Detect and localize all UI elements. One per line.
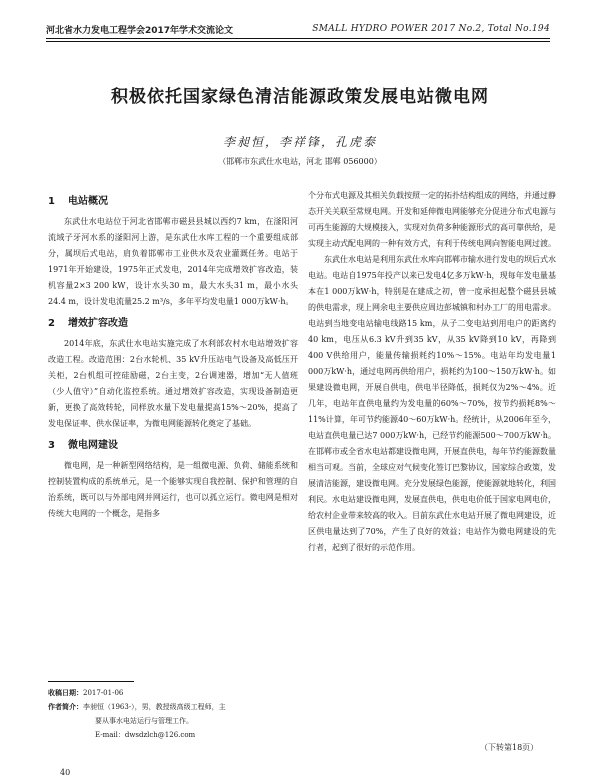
author-email	[48, 728, 298, 742]
author-affiliation: （邯郸市东武仕水电站，河北 邯郸 056000）	[218, 157, 382, 166]
section-number: 3	[48, 440, 55, 451]
left-column	[48, 188, 298, 522]
header-rule-thin	[46, 41, 550, 42]
paper-title: 积极依托国家绿色清洁能源政策发展电站微电网	[111, 87, 489, 107]
email-label: E-mail：	[95, 731, 125, 739]
section-title: 微电网建设	[68, 440, 118, 451]
author-bio-label: 作者简介：	[48, 703, 83, 711]
continued-note: （下转第18页）	[480, 743, 539, 752]
section-heading-2	[48, 314, 298, 334]
right-column	[308, 188, 556, 556]
header-journal-cn: 河北省水力发电工程学会2017年学术交流论文	[46, 25, 234, 36]
body-paragraph: 2014年底，东武仕水电站实施完成了水利部农村水电站增效扩容改造工程。改造范围：2台水轮机、35 kV升压站电气设备及高低压开关柜，2台机组可控硅励磁，2台主变，2台调速器，增加“无人值班（少人值守）”自动化监控系统。通过增效扩容改造，实现设备制造更新，更换了高效转轮，同样放水量下发电量提高15%～20%，提高了发电保证率、供水保证率，为微电网能源转化奠定了基础。	[48, 339, 298, 428]
section-title: 电站概况	[68, 196, 108, 207]
footnotes	[48, 686, 298, 742]
received-date	[48, 686, 298, 700]
footnote-rule	[48, 681, 134, 682]
header-rule-thick	[46, 38, 550, 39]
received-label: 收稿日期：	[48, 689, 83, 697]
section-heading-3	[48, 436, 298, 456]
section-number: 1	[48, 196, 55, 207]
author-bio-line1: 李昶恒（1963-），男，教授级高级工程师，主	[83, 703, 226, 711]
page-number: 40	[60, 768, 71, 777]
body-paragraph: 东武仕水电站位于河北省邯郸市磁县县城以西约7 km，在滏阳河流域子牙河水系的滏阳河上游，是东武仕水库工程的一个重要组成部分，属坝后式电站，肩负着邯郸市工业供水及农业灌溉任务。电站于1971年开始建设，1975年正式发电，2014年完成增效扩容改造，装机容量2×3 200 kW，设计水头30 m，最大水头31 m，最小水头24.4 m，设计发电流量25.2 m³/s，多年平均发电量1 000万kW·h。	[48, 217, 298, 306]
header-journal-en: SMALL HYDRO POWER 2017 No.2, Total No.194	[312, 24, 550, 34]
author-bio-line2: 要从事水电站运行与管理工作。	[95, 717, 193, 725]
section-title: 增效扩容改造	[68, 318, 128, 329]
received-value: 2017-01-06	[83, 689, 124, 697]
body-paragraph: 东武仕水电站是利用东武仕水库向邯郸市输水进行发电的坝后式水电站。电站自1975年投产以来已发电4亿多万kW·h，现每年发电量基本在1 000万kW·h，特别是在建成之初，曾一度承担起整个磁县县城的供电需求，现上网余电主要供应周边彭城镇和村办工厂的用电需求。电站到当地变电站输电线路15 km，从子二变电站到用电户的距离约40 km，电压从6.3 kV升到35 kV，从35 kV降到10 kV，再降到400 V供给用户，能量传输损耗约10%～15%。电站年均发电量1 000万kW·h，通过电网再供给用户，损耗约为100～150万kW·h。如果建设微电网，开展自供电，供电半径降低，损耗仅为2%～4%。近几年，电站年直供电量约为发电量的60%～70%，按节约损耗8%～11%计算，年可节约能源40～60万kW·h。经统计，从2006年至今，电站直供电量已达7 000万kW·h，已经节约能源500～700万kW·h。在邯郸市或全省水电站都建设微电网，开展直供电，每年节约能源数量相当可观。当前，全球应对气候变化签订巴黎协议，国家综合政策，发展清洁能源，建设微电网。充分发展绿色能源，使能源就地转化，利国利民。水电站建设微电网，发展直供电，供电电价低于国家电网电价，给农村企业带来较高的收入。目前东武仕水电站开展了微电网建设，近区供电量达到了70%，产生了良好的效益；电站作为微电网建设的先行者，起到了很好的示范作用。	[308, 255, 556, 552]
body-paragraph: 微电网，是一种新型网络结构，是一组微电源、负荷、储能系统和控制装置构成的系统单元，是一个能够实现自我控制、保护和管理的自治系统，既可以与外部电网并网运行，也可以孤立运行。微电网是相对传统大电网的一个概念，是指多	[48, 461, 298, 518]
running-header	[46, 20, 550, 38]
email-value: dwsdzlch@126.com	[124, 731, 196, 739]
body-paragraph-continued: 个分布式电源及其相关负载按照一定的拓扑结构组成的网络，并通过静态开关关联至常规电网。开发和延伸微电网能够充分促进分布式电源与可再生能源的大规模接入，实现对负荷多种能源形式的高可靠供给，是实现主动式配电网的一种有效方式，有利于传统电网向智能电网过渡。	[308, 191, 556, 248]
section-number: 2	[48, 318, 55, 329]
section-heading-1	[48, 192, 298, 212]
author-bio	[48, 700, 298, 714]
paper-authors: 李昶恒，李祥锋，孔虎泰	[222, 135, 377, 149]
